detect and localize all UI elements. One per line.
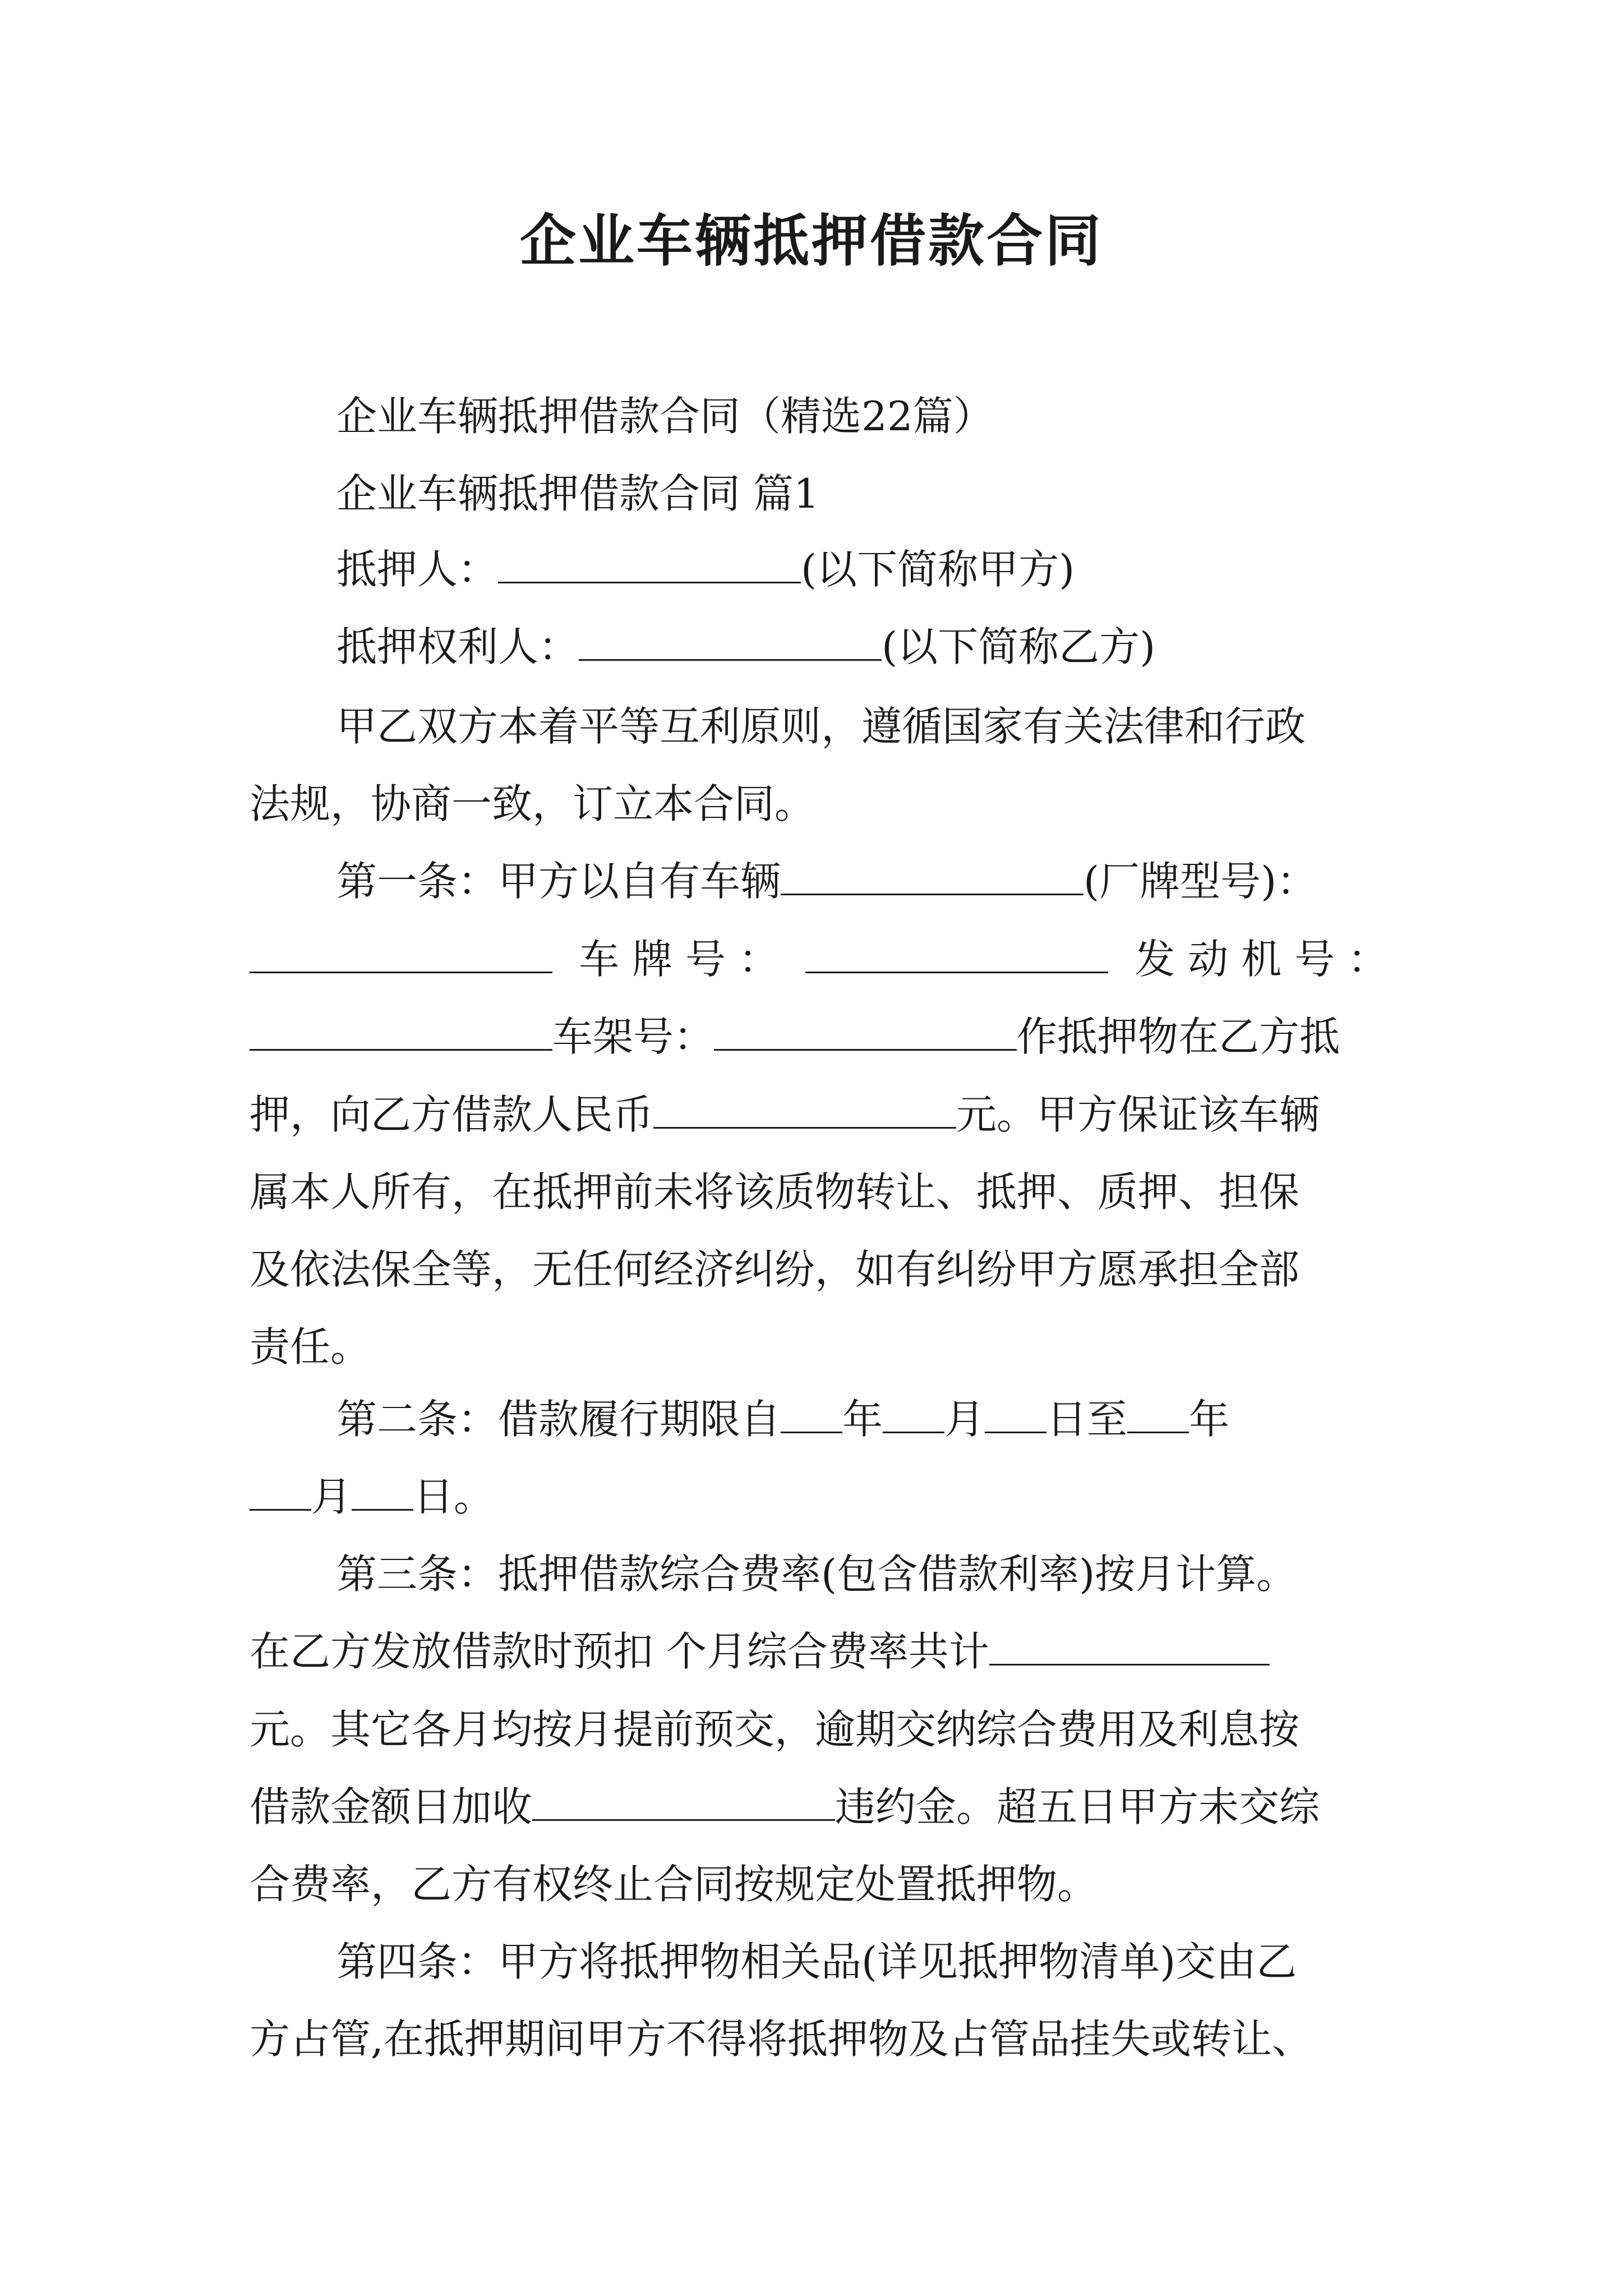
start-day-blank[interactable]	[985, 1391, 1046, 1433]
article3-line-4	[250, 1779, 1388, 1835]
mortgagee-blank[interactable]	[579, 619, 882, 661]
prepaid-fee-label: 在乙方发放借款时预扣 个月综合费率共计	[250, 1628, 989, 1675]
year-label: 年	[1189, 1396, 1230, 1443]
article4-line-1: 第四条：甲方将抵押物相关品(详见抵押物清单)交由乙	[336, 1938, 1297, 1985]
document-title: 企业车辆抵押借款合同	[520, 208, 1103, 274]
engine-number-label: 发 动 机 号 ：	[1135, 936, 1388, 983]
article3-text: 违约金。超五日甲方未交综	[835, 1783, 1320, 1830]
month-label: 月	[944, 1396, 985, 1443]
plate-number-blank[interactable]	[805, 931, 1108, 973]
article1-line-5: 属本人所有，在抵押前未将该质物转让、抵押、质押、担保	[250, 1168, 1300, 1216]
article1-text: 元。甲方保证该车辆	[956, 1091, 1320, 1138]
frame-number-blank[interactable]	[714, 1009, 1017, 1051]
day-to-label: 日至	[1046, 1396, 1128, 1443]
article1-line-2	[250, 931, 1388, 987]
loan-term-label: 第二条：借款履行期限自	[336, 1396, 781, 1443]
year-label: 年	[842, 1396, 883, 1443]
loan-amount-label: 押，向乙方借款人民币	[250, 1091, 654, 1138]
article2-line-2	[250, 1469, 1388, 1525]
mortgagor-blank[interactable]	[498, 541, 801, 583]
penalty-label: 借款金额日加收	[250, 1783, 533, 1830]
brand-model-label: (厂牌型号)：	[1083, 858, 1317, 905]
penalty-blank[interactable]	[532, 1779, 835, 1821]
article2-line-1	[336, 1391, 1402, 1447]
end-year-blank[interactable]	[1127, 1391, 1189, 1433]
end-month-blank[interactable]	[250, 1469, 311, 1511]
article3-line-5: 合费率，乙方有权终止合同按规定处置抵押物。	[250, 1861, 1098, 1908]
plate-number-label: 车 牌 号 ：	[579, 936, 779, 983]
start-year-blank[interactable]	[781, 1391, 842, 1433]
article1-text: 作抵押物在乙方抵	[1017, 1013, 1340, 1060]
start-month-blank[interactable]	[883, 1391, 944, 1433]
article1-line-3	[250, 1009, 1388, 1065]
section-heading: 企业车辆抵押借款合同 篇1	[336, 470, 819, 517]
vehicle-blank[interactable]	[781, 853, 1083, 895]
article3-line-3: 元。其它各月均按月提前预交，逾期交纳综合费用及利息按	[250, 1706, 1300, 1753]
frame-number-label: 车架号：	[552, 1013, 714, 1060]
mortgagee-line	[336, 619, 1402, 675]
article3-line-2	[250, 1623, 1388, 1680]
brand-model-blank[interactable]	[250, 931, 552, 973]
preamble-line-2: 法规，协商一致，订立本合同。	[250, 780, 815, 827]
article1-line-6: 及依法保全等，无任何经济纠纷，如有纠纷甲方愿承担全部	[250, 1246, 1300, 1293]
mortgagor-label: 抵押人：	[336, 546, 499, 593]
month-label: 月	[311, 1473, 352, 1520]
article1-line-4	[250, 1087, 1388, 1143]
article1-line-7: 责任。	[250, 1323, 371, 1370]
document-subtitle: 企业车辆抵押借款合同（精选22篇）	[336, 393, 994, 440]
article1-line-1	[336, 853, 1402, 909]
day-end-label: 日。	[413, 1473, 495, 1520]
prepaid-fee-blank[interactable]	[989, 1623, 1270, 1665]
article3-line-1: 第三条：抵押借款综合费率(包含借款利率)按月计算。	[336, 1550, 1297, 1598]
article4-line-2: 方占管,在抵押期间甲方不得将抵押物及占管品挂失或转让、	[250, 2016, 1312, 2063]
mortgagee-suffix: (以下简称乙方)	[882, 623, 1156, 670]
mortgagee-label: 抵押权利人：	[336, 623, 579, 670]
end-day-blank[interactable]	[352, 1469, 413, 1511]
loan-amount-blank[interactable]	[653, 1087, 956, 1129]
preamble-line-1: 甲乙双方本着平等互利原则，遵循国家有关法律和行政	[336, 703, 1306, 750]
engine-number-blank[interactable]	[250, 1009, 552, 1051]
mortgagor-line	[336, 541, 1402, 597]
article1-vehicle-label: 第一条：甲方以自有车辆	[336, 858, 781, 905]
mortgagor-suffix: (以下简称甲方)	[801, 546, 1075, 593]
